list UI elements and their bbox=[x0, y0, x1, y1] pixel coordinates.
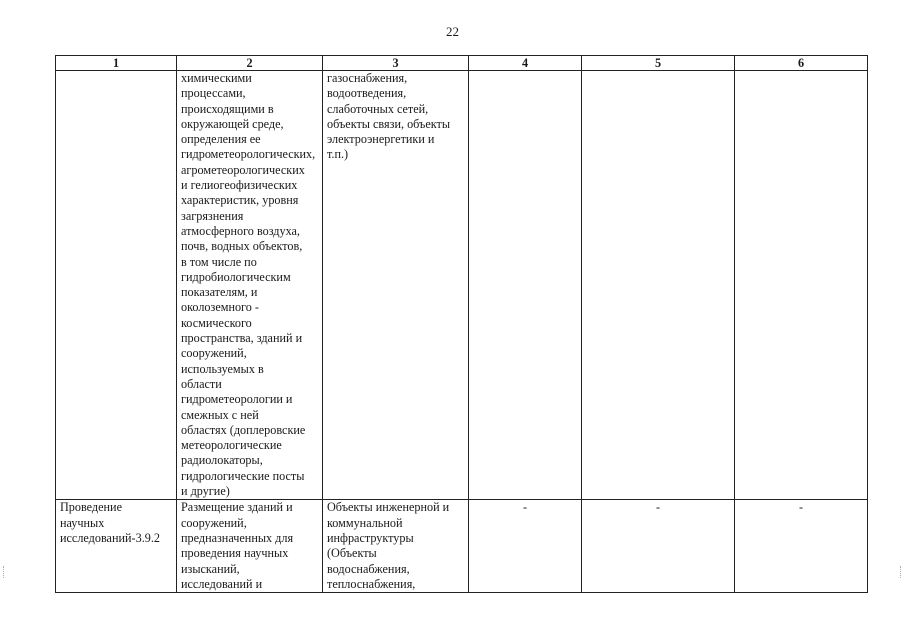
table-row bbox=[56, 71, 868, 500]
cell-col4 bbox=[469, 71, 582, 500]
cell-description: химическими процессами, происходящими в окружающей среде, определения ее гидрометеорологических, агрометеорологических и гелиогеофизических характеристик, уровня загрязнения атмосферного воздуха, почв, водных объектов, в том числе по гидробиологическим показателям, и околоземного - космического пространства, зданий и сооружений, используемых в области гидрометеорологии и смежных с ней областях (доплеровские метеорологические радиолокаторы, гидрологические посты и другие) bbox=[177, 71, 323, 500]
page-number: 22 bbox=[446, 24, 459, 39]
scan-edge-mark-right bbox=[900, 566, 902, 578]
column-header-3: 3 bbox=[323, 56, 469, 71]
cell-infrastructure: Объекты инженерной и коммунальной инфраструктуры (Объекты водоснабжения, теплоснабжения, bbox=[323, 500, 469, 593]
column-header-4: 4 bbox=[469, 56, 582, 71]
column-header-6: 6 bbox=[735, 56, 868, 71]
column-header-1: 1 bbox=[56, 56, 177, 71]
regulations-table bbox=[55, 55, 868, 593]
table-header-row bbox=[56, 56, 868, 71]
cell-use-type bbox=[56, 71, 177, 500]
cell-col5: - bbox=[582, 500, 735, 593]
cell-infrastructure: газоснабжения, водоотведения, слаботочных сетей, объекты связи, объекты электроэнергетики и т.п.) bbox=[323, 71, 469, 500]
cell-col6: - bbox=[735, 500, 868, 593]
cell-use-type: Проведение научных исследований-3.9.2 bbox=[56, 500, 177, 593]
cell-col5 bbox=[582, 71, 735, 500]
cell-description: Размещение зданий и сооружений, предназначенных для проведения научных изысканий, исследований и bbox=[177, 500, 323, 593]
scan-edge-mark-left bbox=[3, 566, 5, 578]
table-row bbox=[56, 500, 868, 593]
column-header-5: 5 bbox=[582, 56, 735, 71]
column-header-2: 2 bbox=[177, 56, 323, 71]
cell-col6 bbox=[735, 71, 868, 500]
cell-col4: - bbox=[469, 500, 582, 593]
